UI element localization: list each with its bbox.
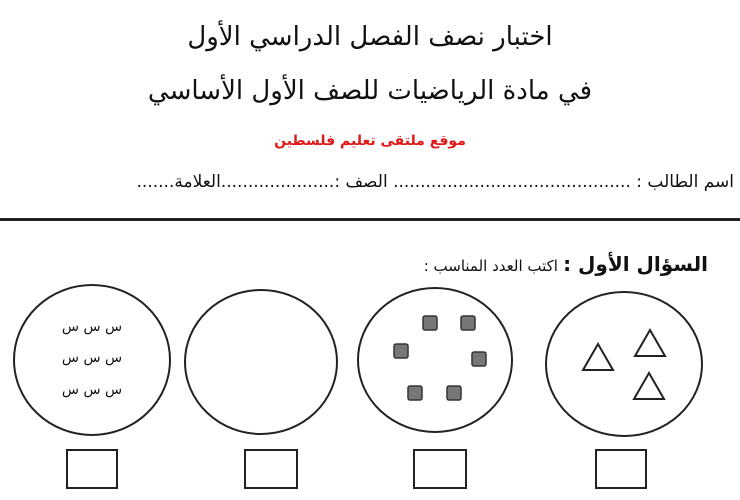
class-label: الصف :	[334, 172, 388, 192]
square-shape	[461, 316, 475, 330]
circle-squares	[358, 288, 512, 432]
grade-label: العلامة	[174, 172, 221, 192]
exam-subtitle: في مادة الرياضيات للصف الأول الأساسي	[147, 76, 593, 106]
answer-box-letters[interactable]	[67, 450, 117, 488]
circle-empty	[185, 290, 337, 434]
square-shape	[408, 386, 422, 400]
answer-box-triangles[interactable]	[596, 450, 646, 488]
letter-row: س س س	[61, 350, 123, 366]
question1-heading: السؤال الأول :	[563, 252, 708, 276]
class-field[interactable]: .....................	[220, 172, 335, 192]
answer-box-empty[interactable]	[245, 450, 297, 488]
squares-group	[394, 316, 486, 400]
letter-row: س س س	[61, 319, 123, 335]
triangles-group	[583, 330, 665, 399]
answer-box-squares[interactable]	[414, 450, 466, 488]
exam-title: اختبار نصف الفصل الدراسي الأول	[187, 22, 553, 52]
student-name-field[interactable]: ............................................	[393, 172, 631, 192]
letter-row: س س س	[61, 382, 123, 398]
square-shape	[423, 316, 437, 330]
site-name: موقع ملتقى تعليم فلسطين	[274, 133, 466, 149]
triangle-shape	[635, 330, 665, 356]
question1-instruction: اكتب العدد المناسب :	[423, 257, 558, 275]
student-name-label: اسم الطالب :	[636, 172, 734, 192]
square-shape	[472, 352, 486, 366]
square-shape	[447, 386, 461, 400]
triangle-shape	[583, 344, 613, 370]
triangle-shape	[634, 373, 664, 399]
circle-triangles	[546, 292, 702, 436]
square-shape	[394, 344, 408, 358]
grade-field[interactable]: .......	[136, 172, 175, 192]
